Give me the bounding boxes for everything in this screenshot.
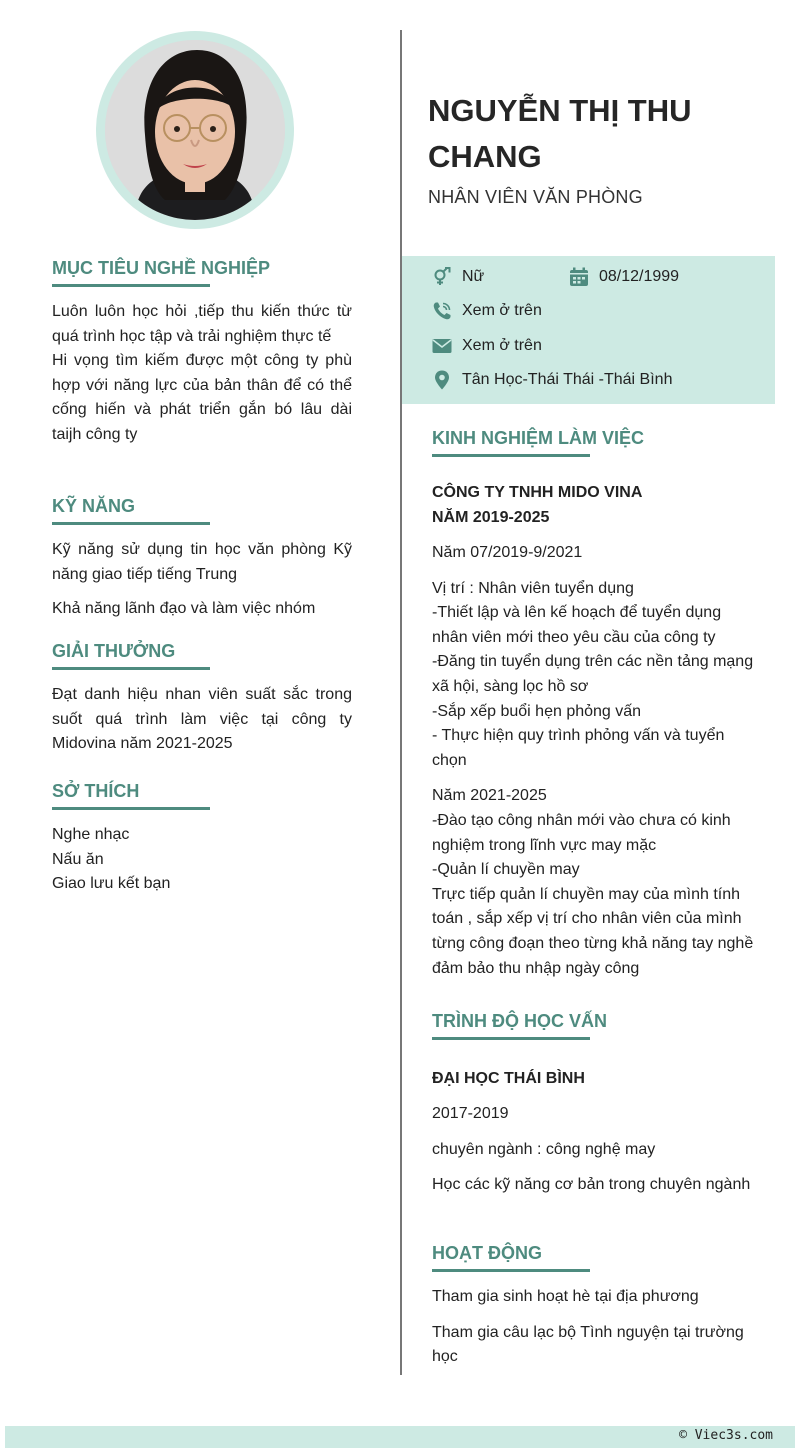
- candidate-name: NGUYỄN THỊ THU CHANG: [428, 93, 692, 174]
- footer-bar: [5, 1426, 795, 1448]
- education-major: chuyên ngành : công nghệ may: [432, 1140, 656, 1158]
- skills-section: [52, 496, 352, 622]
- skill-item: Kỹ năng sử dụng tin học văn phòng Kỹ năng giao tiếp tiếng Trung: [52, 541, 352, 583]
- column-divider: [400, 30, 402, 1375]
- activities-title: HOẠT ĐỘNG: [432, 1243, 757, 1269]
- experience-section: [432, 428, 757, 981]
- candidate-title: NHÂN VIÊN VĂN PHÒNG: [428, 187, 643, 207]
- phone-icon: [432, 301, 452, 321]
- education-title: TRÌNH ĐỘ HỌC VẤN: [432, 1011, 757, 1037]
- school-name: ĐẠI HỌC THÁI BÌNH: [432, 1070, 585, 1087]
- hobby-item: Nấu ăn: [52, 850, 104, 868]
- gender-row: [432, 267, 484, 287]
- company-years: NĂM 2019-2025: [432, 509, 550, 526]
- hobbies-section: [52, 781, 352, 897]
- experience-period: Năm 2021-2025: [432, 787, 547, 805]
- avatar-ring: [96, 31, 294, 229]
- address-value: Tân Học-Thái Thái -Thái Bình: [462, 371, 673, 388]
- calendar-icon: [569, 267, 589, 287]
- objective-title: MỤC TIÊU NGHỀ NGHIỆP: [52, 258, 352, 284]
- hobbies-title: SỞ THÍCH: [52, 781, 352, 807]
- gender-value: Nữ: [462, 268, 485, 285]
- education-section: [432, 1011, 757, 1198]
- objective-section: [52, 258, 352, 448]
- skill-item: Khả năng lãnh đạo và làm việc nhóm: [52, 600, 316, 618]
- email-row: [432, 336, 542, 356]
- gender-icon: [432, 267, 452, 287]
- address-row: [432, 370, 672, 390]
- skills-title: KỸ NĂNG: [52, 496, 352, 522]
- activities-section: [432, 1243, 757, 1370]
- education-years: 2017-2019: [432, 1105, 509, 1122]
- activity-item: Tham gia câu lạc bộ Tình nguyện tại trường học: [432, 1323, 744, 1366]
- email-value: Xem ở trên: [462, 337, 542, 354]
- experience-period: Năm 07/2019-9/2021: [432, 544, 583, 561]
- avatar: [105, 40, 285, 220]
- experience-description: Vị trí : Nhân viên tuyển dụng -Thiết lập và lên kế hoạch để tuyển dụng nhân viên mới theo yêu cầu của công ty -Đăng tin tuyển dụng trên các nền tảng mạng xã hội, sàng lọc hồ sơ -Sắp xếp buổi hẹn phỏng vấn - Thực hiện quy trình phỏng vấn và tuyển chọn: [432, 579, 754, 769]
- envelope-icon: [432, 336, 452, 356]
- birthday-row: [569, 267, 679, 287]
- experience-description: -Đào tạo công nhân mới vào chưa có kinh nghiệm trong lĩnh vực may mặc -Quản lí chuyền may Trực tiếp quản lí chuyền may của mình tính toán , sắp xếp vị trí cho nhân viên của mình từng công đoạn theo từng khả năng tay nghề đảm bảo thu nhập ngày công: [432, 811, 754, 977]
- education-description: Học các kỹ năng cơ bản trong chuyên ngành: [432, 1176, 751, 1194]
- experience-title: KINH NGHIỆM LÀM VIỆC: [432, 428, 757, 454]
- location-pin-icon: [432, 370, 452, 390]
- company-name: CÔNG TY TNHH MIDO VINA: [432, 484, 643, 501]
- hobby-item: Nghe nhạc: [52, 826, 130, 843]
- footer-copyright: © Viec3s.com: [679, 1428, 773, 1443]
- objective-text-2: Hi vọng tìm kiếm được một công ty phù hợp với năng lực của bản thân để có thể cống hiến và phát triển gắn bó lâu dài taijh công ty: [52, 352, 352, 443]
- hobby-item: Giao lưu kết bạn: [52, 875, 171, 893]
- birthday-value: 08/12/1999: [599, 268, 680, 285]
- award-text: Đạt danh hiệu nhan viên suất sắc trong suốt quá trình làm việc tại công ty Midovina năm 2021-2025: [52, 686, 352, 753]
- phone-value: Xem ở trên: [462, 302, 542, 319]
- contact-box: [402, 256, 775, 404]
- awards-title: GIẢI THƯỞNG: [52, 641, 352, 667]
- portrait-image: [105, 40, 285, 220]
- activity-item: Tham gia sinh hoạt hè tại địa phương: [432, 1288, 699, 1305]
- phone-row: [432, 301, 542, 321]
- objective-text-1: Luôn luôn học hỏi ,tiếp thu kiến thức từ quá trình học tập và trải nghiệm thực tế: [52, 303, 352, 345]
- awards-section: [52, 641, 352, 757]
